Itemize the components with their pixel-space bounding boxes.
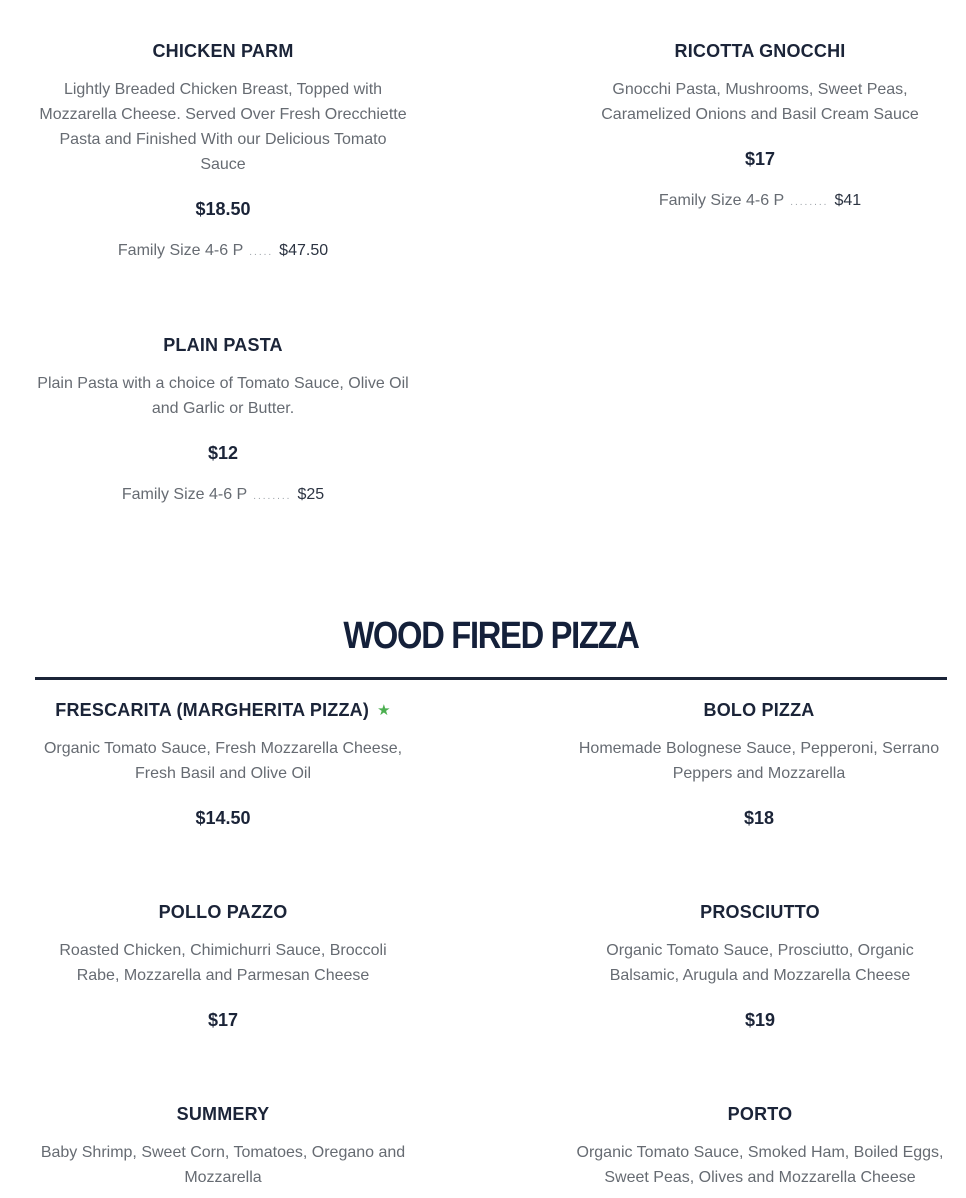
family-size-row (578, 192, 942, 210)
family-size-row (35, 486, 411, 504)
dot-leader: ..... (249, 247, 274, 258)
item-title: POLLO PAZZO (158, 902, 288, 922)
item-price: $12 (207, 443, 239, 463)
section-divider (35, 677, 947, 680)
dot-leader: ........ (253, 491, 292, 502)
item-title: CHICKEN PARM (152, 41, 294, 61)
family-size-row (35, 242, 411, 260)
family-size-price: $25 (297, 486, 325, 503)
family-size-label: Family Size 4-6 P (121, 486, 248, 503)
family-size-price: $41 (834, 192, 862, 209)
family-size-label: Family Size 4-6 P (658, 192, 785, 209)
item-title-row (35, 700, 411, 721)
item-price: $18.50 (195, 199, 251, 219)
item-price: $18 (743, 808, 775, 828)
item-title: BOLO PIZZA (703, 700, 815, 720)
item-title: PROSCIUTTO (700, 902, 820, 922)
item-title: RICOTTA GNOCCHI (674, 41, 846, 61)
family-size-label: Family Size 4-6 P (117, 242, 244, 259)
menu-item-ricotta-gnocchi (578, 0, 942, 230)
item-description: Organic Tomato Sauce, Fresh Mozzarella Cheese, Fresh Basil and Olive Oil (43, 740, 403, 782)
menu-item-prosciutto (578, 892, 942, 1042)
menu-item-summery (35, 1094, 411, 1198)
item-description: Roasted Chicken, Chimichurri Sauce, Broccoli Rabe, Mozzarella and Parmesan Cheese (59, 942, 387, 984)
menu-item-porto (572, 1094, 948, 1198)
item-price: $17 (207, 1010, 239, 1030)
menu-item-plain-pasta (35, 320, 411, 520)
item-price: $17 (744, 149, 776, 169)
item-title: PORTO (727, 1104, 793, 1124)
item-price: $19 (744, 1010, 776, 1030)
item-description: Organic Tomato Sauce, Prosciutto, Organic Balsamic, Arugula and Mozzarella Cheese (606, 942, 914, 984)
star-icon: ★ (377, 702, 391, 719)
item-description: Plain Pasta with a choice of Tomato Sauce, Olive Oil and Garlic or Butter. (37, 375, 409, 417)
item-price: $14.50 (195, 808, 251, 828)
family-size-price: $47.50 (279, 242, 329, 259)
item-description: Homemade Bolognese Sauce, Pepperoni, Serrano Peppers and Mozzarella (578, 740, 940, 782)
item-title: FRESCARITA (MARGHERITA PIZZA) (55, 700, 370, 720)
dot-leader: ........ (790, 197, 829, 208)
item-description: Baby Shrimp, Sweet Corn, Tomatoes, Oregano and Mozzarella (40, 1144, 406, 1186)
item-title: SUMMERY (176, 1104, 270, 1124)
item-title: PLAIN PASTA (163, 335, 283, 355)
item-description: Gnocchi Pasta, Mushrooms, Sweet Peas, Caramelized Onions and Basil Cream Sauce (601, 81, 919, 123)
menu-item-bolo-pizza (572, 690, 946, 840)
menu-item-chicken-parm (35, 0, 411, 280)
item-description: Organic Tomato Sauce, Smoked Ham, Boiled Eggs, Sweet Peas, Olives and Mozzarella Cheese (576, 1144, 944, 1186)
menu-item-pollo-pazzo (35, 892, 411, 1042)
menu-item-frescarita (35, 690, 411, 840)
section-title-wood-fired-pizza: WOOD FIRED PIZZA (343, 615, 639, 657)
item-description: Lightly Breaded Chicken Breast, Topped with Mozzarella Cheese. Served Over Fresh Orecchiette Pasta and Finished With our Delicious Tomato Sauce (39, 81, 407, 173)
